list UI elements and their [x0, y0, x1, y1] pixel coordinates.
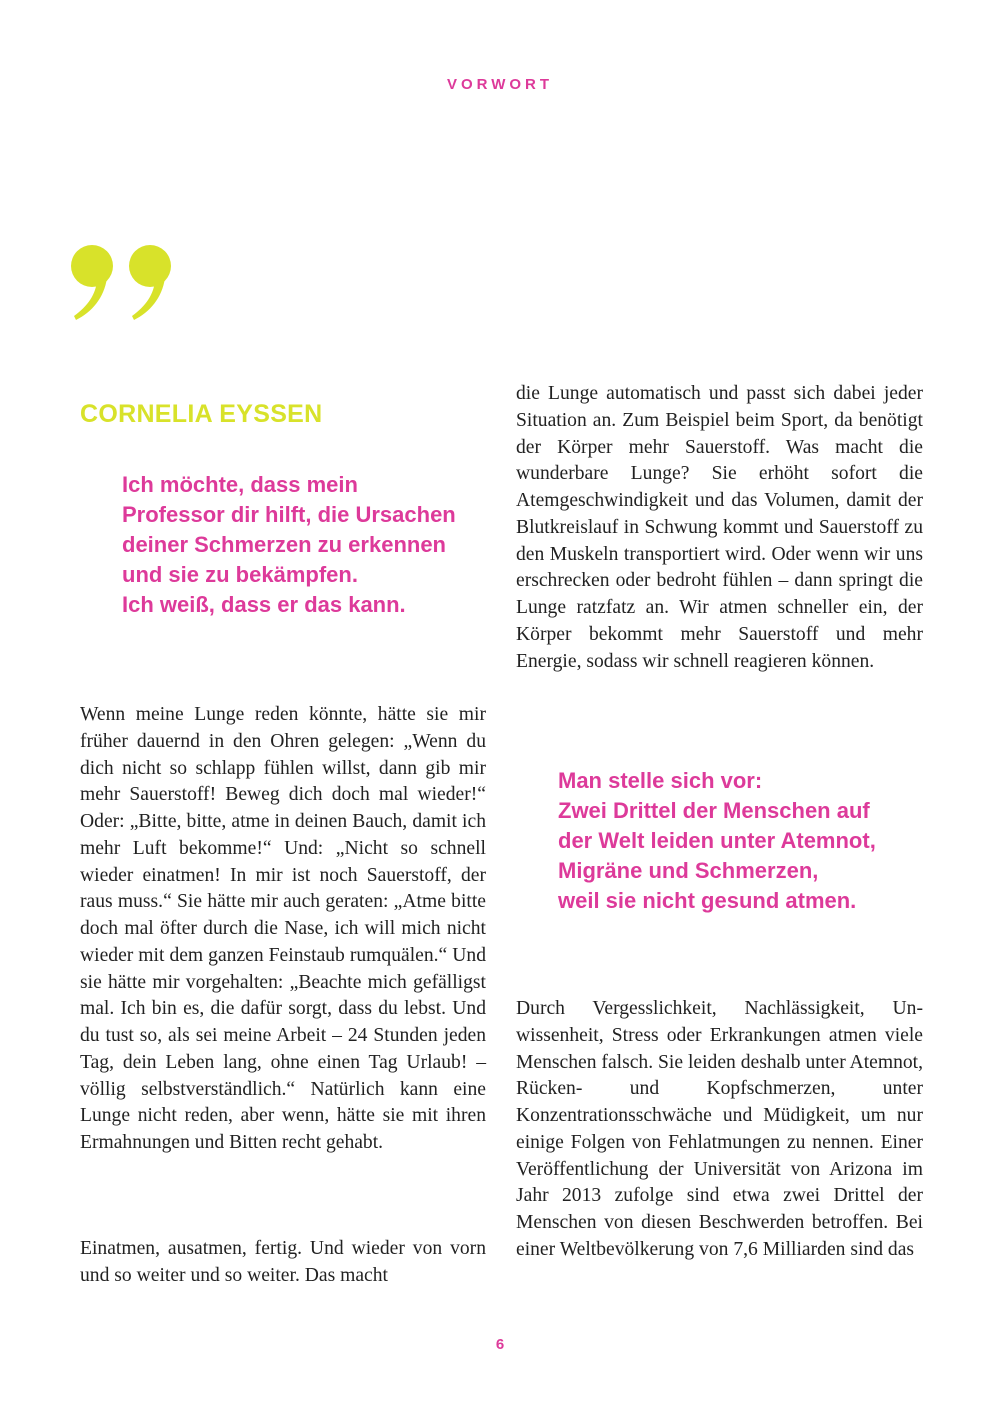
pull-quote-line: Man stelle sich vor: — [558, 768, 763, 793]
body-paragraph-lung-adapts: die Lunge automatisch und passt sich dabei jeder Situation an. Zum Beispiel beim Sport, da benötigt der Körper mehr Sauerstoff. Was macht die wunderbare Lunge? Sie erhöht sofort die Atemgeschwindigkeit und das Volumen, damit der Blutkreislauf in Schwung kommt und Sauerstoff zu den Muskeln transportiert wird. Oder wenn wir uns erschrecken oder bedroht fühlen – dann springt die Lunge ratzfatz an. Wir atmen schneller ein, der Körper bekommt mehr Sauerstoff und mehr Energie, sodass wir schnell reagieren können. — [516, 383, 923, 672]
pull-quote-author — [122, 470, 502, 620]
pull-quote-line: der Welt leiden unter Atemnot, — [558, 828, 876, 853]
body-paragraph-lung-speech: Wenn meine Lunge reden könnte, hätte sie mir früher dauernd in den Ohren gelegen: „Wenn du dich nicht so schlapp fühlen willst, dann gib mir mehr Sauerstoff! Beweg dich doch mal wieder!“ Oder: „Bitte, bitte, atme in deinen Bauch, damit ich mehr Luft bekomme!“ Und: „Nicht so schnell wieder einatmen! In mir ist noch Sauerstoff, der raus muss.“ Sie hätte mir auch geraten: „Atme bitte doch mal öfter durch die Nase, ich will mich nicht wieder mit dem ganzen Feinstaub rumquälen.“ Und sie hätte mir vorgehalten: „Beachte mich gefälligst mal. Ich bin es, die dafür sorgt, dass du lebst. Und du tust so, als sei meine Arbeit – 24 Stunden jeden Tag, dein Leben lang, ohne einen Tag Urlaub! – völlig selbstverständlich.“ Natürlich kann eine Lunge nicht reden, aber wenn, hätte sie mit ihren Ermahnungen und Bitten recht gehabt. — [80, 704, 486, 1153]
pull-quote-statistic — [558, 766, 948, 916]
body-paragraph-wrong-breathing: Durch Vergesslichkeit, Nachlässigkeit, Unwissenheit, Stress oder Erkrankungen atmen viele Menschen falsch. Sie leiden deshalb unter Atemnot, Rücken- und Kopfschmerzen, unter Konzentrationsschwäche und Müdigkeit, um nur einige Folgen von Fehlatmungen zu nennen. Einer Veröffentlichung der Universität von Arizona im Jahr 2013 zufolge sind etwa zwei Drittel der Menschen von diesen Beschwerden betroffen. Bei einer Weltbevölkerung von 7,6 Milliarden sind das — [516, 998, 924, 1260]
pull-quote-line: weil sie nicht gesund atmen. — [558, 888, 857, 913]
pull-quote-line: Ich weiß, dass er das kann. — [122, 592, 406, 617]
author-name: CORNELIA EYSSEN — [80, 400, 323, 428]
pull-quote-line: Zwei Drittel der Menschen auf — [558, 798, 870, 823]
pull-quote-line: Ich möchte, dass mein — [122, 472, 358, 497]
pull-quote-line: Professor dir hilft, die Ursachen — [122, 502, 456, 527]
body-paragraph-breathing: Einatmen, ausatmen, fertig. Und wieder von vorn und so weiter und so weiter. Das macht — [80, 1238, 486, 1286]
running-header: VORWORT — [446, 76, 554, 93]
closing-double-quote-icon — [70, 242, 174, 320]
page-number: 6 — [495, 1336, 505, 1353]
pull-quote-line: und sie zu bekämpfen. — [122, 562, 358, 587]
pull-quote-line: Migräne und Schmerzen, — [558, 858, 819, 883]
pull-quote-line: deiner Schmerzen zu erkennen — [122, 532, 446, 557]
